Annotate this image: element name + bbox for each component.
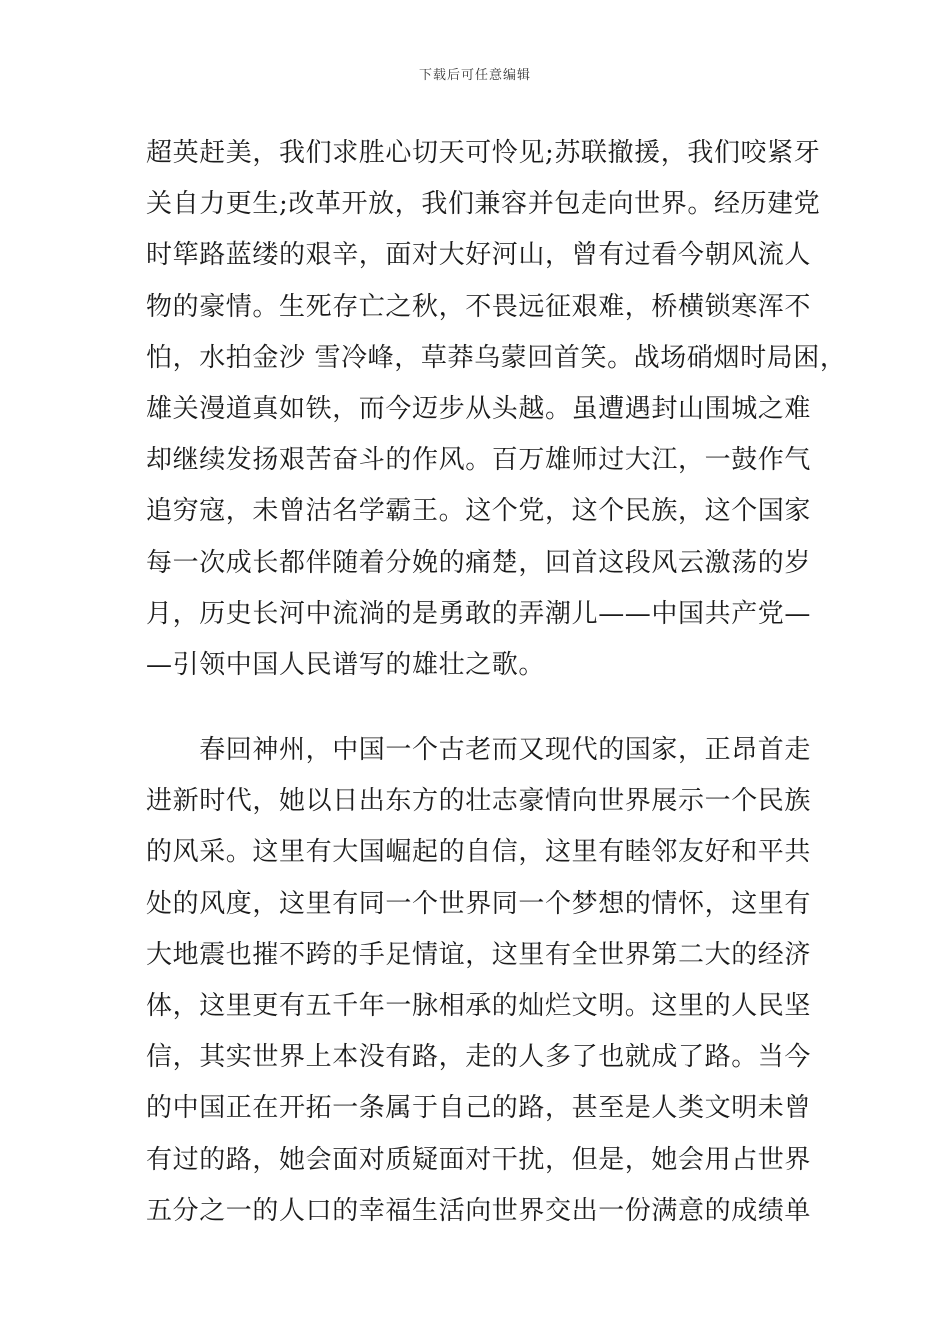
text-line: 五分之一的人口的幸福生活向世界交出一份满意的成绩单: [146, 1195, 812, 1226]
text-line: 有过的路，她会面对质疑面对干扰，但是，她会用占世界: [146, 1144, 812, 1175]
text-line: 物的豪情。生死存亡之秋，不畏远征艰难，桥横锁寒浑不: [146, 291, 812, 322]
text-line: 却继续发扬艰苦奋斗的作风。百万雄师过大江，一鼓作气: [146, 445, 812, 476]
text-line: 时筚路蓝缕的艰辛，面对大好河山，曾有过看今朝风流人: [146, 240, 812, 271]
text-line: 追穷寇，未曾沽名学霸王。这个党，这个民族，这个国家: [146, 496, 812, 527]
text-line: 进新时代，她以日出东方的壮志豪情向世界展示一个民族: [146, 786, 812, 817]
text-line: 月，历史长河中流淌的是勇敢的弄潮儿——中国共产党—: [146, 598, 812, 629]
page-header: 下载后可任意编辑: [418, 68, 531, 83]
text-line: —引领中国人民谱写的雄壮之歌。: [146, 649, 546, 680]
text-line: 的风采。这里有大国崛起的自信，这里有睦邻友好和平共: [146, 837, 812, 868]
text-line: 的中国正在开拓一条属于自己的路，甚至是人类文明未曾: [146, 1093, 812, 1124]
text-line: 处的风度，这里有同一个世界同一个梦想的情怀，这里有: [146, 888, 812, 919]
paragraph-1: [146, 128, 847, 691]
text-line: 体，这里更有五千年一脉相承的灿烂文明。这里的人民坚: [146, 990, 812, 1021]
text-line: 关自力更生;改革开放，我们兼容并包走向世界。经历建党: [146, 189, 821, 220]
text-line: 信，其实世界上本没有路，走的人多了也就成了路。当今: [146, 1042, 812, 1073]
text-line: 每一次成长都伴随着分娩的痛楚，回首这段风云激荡的岁: [146, 547, 812, 578]
text-line: 大地震也摧不跨的手足情谊，这里有全世界第二大的经济: [146, 939, 812, 970]
text-line: 雄关漫道真如铁，而今迈步从头越。虽遭遇封山围城之难: [146, 393, 812, 424]
text-line: 超英赶美，我们求胜心切天可怜见;苏联撤援，我们咬紧牙: [146, 138, 821, 168]
paragraph-2: [146, 725, 816, 1237]
text-line: 怕，水拍金沙 雪冷峰，草莽乌蒙回首笑。战场硝烟时局困，: [146, 342, 847, 373]
text-line: 春回神州，中国一个古老而又现代的国家，正昂首走: [146, 735, 812, 765]
